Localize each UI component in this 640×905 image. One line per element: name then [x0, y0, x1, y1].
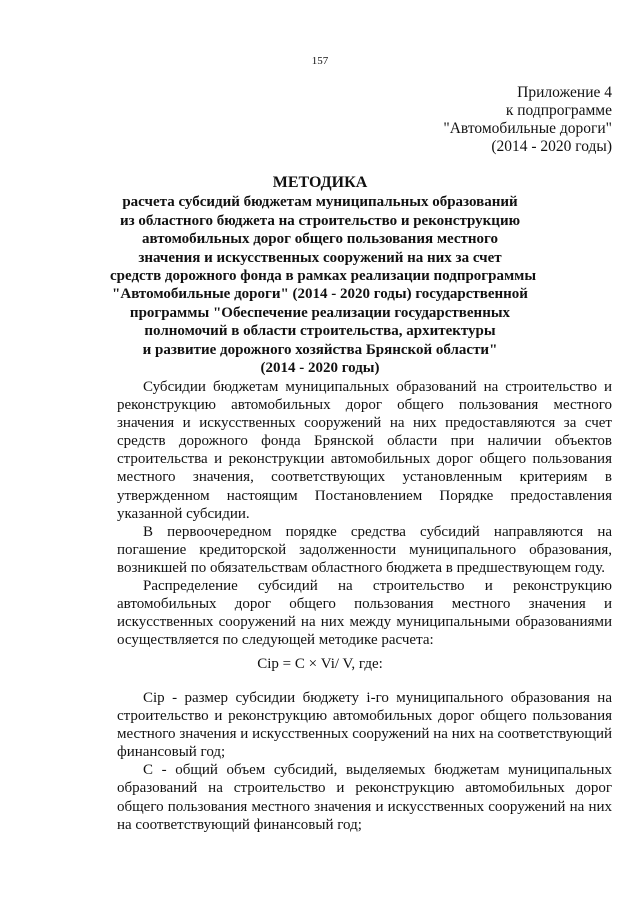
appendix-note	[443, 84, 612, 156]
title-line: расчета субсидий бюджетам муниципальных образований	[122, 194, 518, 211]
title-line: и развитие дорожного хозяйства Брянской области"	[142, 341, 498, 358]
title-line: значения и искусственных сооружений на них за счет	[138, 249, 502, 266]
paragraph-cip-definition: Ciр - размер субсидии бюджету i-го муниципального образования на строительство и реконструкцию автомобильных дорог общего пользования местного значения и искусственных сооружений на них на соответствующий финансовый год;	[117, 690, 612, 761]
appendix-line: Приложение 4	[517, 84, 612, 101]
appendix-line: "Автомобильные дороги"	[443, 120, 612, 137]
formula: Ciр = С × Vi/ V, где:	[257, 656, 383, 672]
title-line: автомобильных дорог общего пользования местного	[141, 231, 498, 248]
title-line: средств дорожного фонда в рамках реализации подпрограммы	[110, 268, 537, 285]
body-section-bottom	[117, 689, 612, 834]
appendix-line: к подпрограмме	[505, 102, 612, 119]
title-line: полномочий в области строительства, архитектуры	[144, 323, 496, 340]
document-title	[110, 174, 537, 377]
page-number: 157	[311, 55, 329, 67]
paragraph-subsidies: Субсидии бюджетам муниципальных образований на строительство и реконструкцию автомобильных дорог общего пользования местного значения и искусственных сооружений на них предоставляются за счет средств дорожного фонда Брянской области при наличии объектов строительства и реконструкции автомобильных дорог общего пользования местного значения, соответствующих установленным критериям в утвержденном настоящим Постановлением Порядке предоставления указанной субсидии.	[117, 379, 612, 522]
paragraph-c-definition: С - общий объем субсидий, выделяемых бюджетам муниципальных образований на строительство и реконструкцию автомобильных дорог общего пользования местного значения и искусственных сооружений на них на соответствующий финансовый год;	[117, 762, 612, 833]
title-heading: МЕТОДИКА	[272, 174, 368, 191]
body-section-top	[117, 378, 612, 649]
paragraph-distribution: Распределение субсидий на строительство и реконструкцию автомобильных дорог общего пользования местного значения и искусственных сооружений на них между муниципальными образованиями осуществляется по следующей методике расчета:	[117, 578, 612, 649]
title-line: "Автомобильные дороги" (2014 - 2020 годы) государственной	[112, 286, 528, 303]
title-line: из областного бюджета на строительство и реконструкцию	[119, 212, 521, 229]
title-line: программы "Обеспечение реализации государственных	[129, 304, 511, 321]
title-line: (2014 - 2020 годы)	[260, 360, 380, 377]
appendix-line: (2014 - 2020 годы)	[491, 138, 612, 155]
paragraph-priority: В первоочередном порядке средства субсидий направляются на погашение кредиторской задолженности муниципального образования, возникшей по обязательствам областного бюджета в предшествующем году.	[117, 523, 612, 576]
